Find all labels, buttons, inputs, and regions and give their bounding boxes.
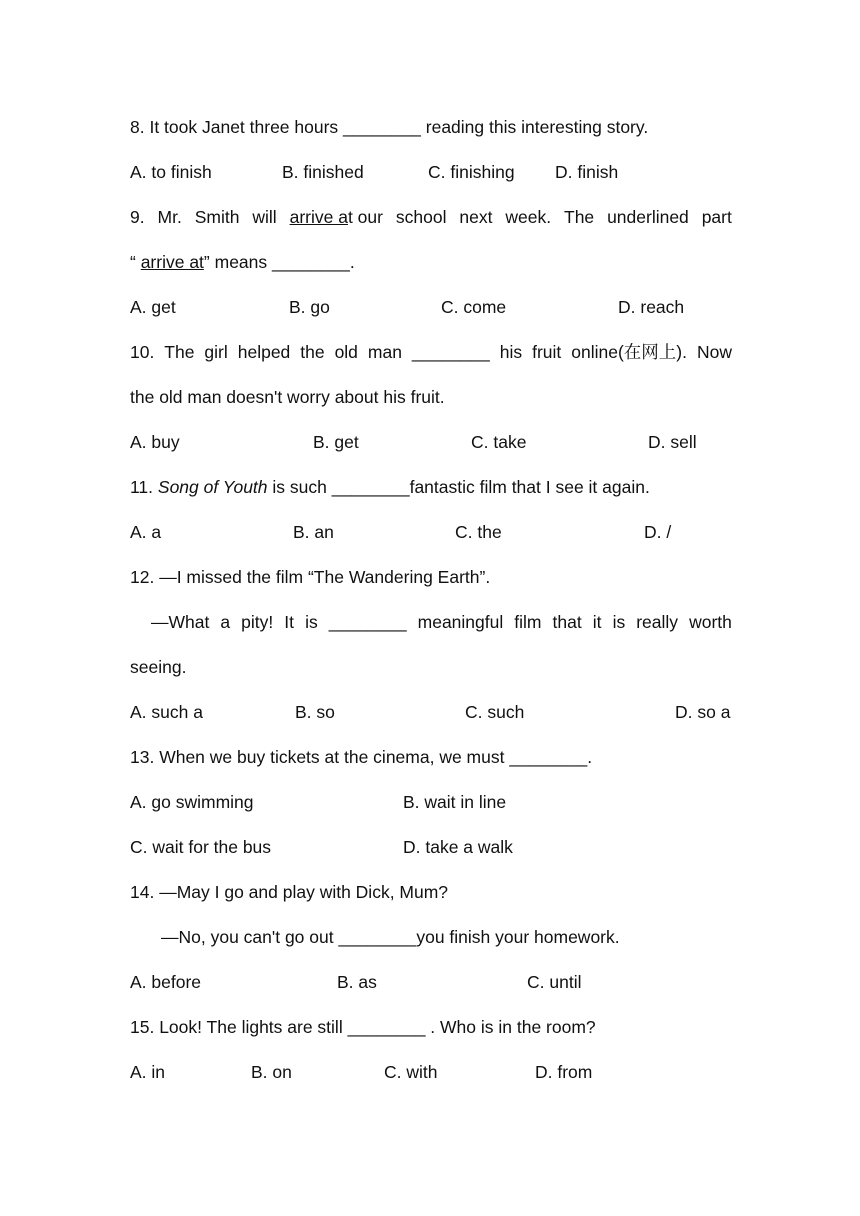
question-11-stem [130,475,732,499]
underlined-phrase: arrive at [140,252,204,272]
word: his [499,342,523,362]
question-8-option-a: A. to finish [130,162,212,182]
question-14-line-2: —No, you can't go out ________you finish your homework. [161,927,620,947]
question-8-option-b: B. finished [282,162,364,182]
question-15-stem: 15. Look! The lights are still ________ . Who is in the room? [130,1017,596,1037]
word: It [284,612,295,632]
stem-rest: ” means ________. [203,252,355,272]
question-12-line-1: 12. —I missed the film “The Wandering Earth”. [130,567,491,587]
film-title: Song of Youth [157,477,268,497]
question-13-option-b: B. wait in line [403,792,507,812]
question-11-option-c: C. the [455,522,502,542]
word: t our [347,207,383,227]
word: 10. [130,342,155,362]
question-11-option-a: A. a [130,522,162,542]
question-13-option-c: C. wait for the bus [130,837,272,857]
word: The [564,207,595,227]
word: worth [689,612,732,632]
word-with-gloss [571,340,687,365]
question-9-stem-line-2 [130,250,732,274]
question-13-option-a: A. go swimming [130,792,254,812]
question-15-option-d: D. from [535,1062,593,1082]
word: girl [204,342,228,362]
word: week. [505,207,552,227]
question-12-option-b: B. so [295,702,335,722]
question-15-option-a: A. in [130,1062,166,1082]
word: really [636,612,679,632]
question-11-option-b: B. an [293,522,334,542]
open-quote: “ [130,252,141,272]
word: film [514,612,542,632]
question-12-option-d: D. so a [675,702,731,722]
question-12-option-c: C. such [465,702,525,722]
word: meaningful [417,612,504,632]
question-13-stem: 13. When we buy tickets at the cinema, we must ________. [130,747,593,767]
question-9-option-c: C. come [441,297,507,317]
word: is [612,612,626,632]
question-14-option-b: B. as [337,972,377,992]
question-12-line-3: seeing. [130,657,187,677]
word: that [552,612,582,632]
stem-rest: is such ________fantastic film that I see it again. [267,477,650,497]
word: 9. [130,207,145,227]
question-15-option-c: C. with [384,1062,438,1082]
word: next [459,207,493,227]
question-14-option-a: A. before [130,972,202,992]
answer-blank: ________ [328,612,407,632]
question-9-stem-line-1 [130,205,732,229]
word: ). [676,342,687,362]
question-8-option-d: D. finish [555,162,619,182]
question-9-option-d: D. reach [618,297,685,317]
word: online( [571,342,624,362]
word: pity! [241,612,274,632]
word: part [701,207,732,227]
word: old [334,342,358,362]
answer-blank: ________ [411,342,490,362]
question-9-option-b: B. go [289,297,330,317]
word: the [300,342,325,362]
question-10-stem-line-2: the old man doesn't worry about his fruit. [130,387,445,407]
word: is [305,612,318,632]
word: Mr. [157,207,182,227]
question-10-option-c: C. take [471,432,527,452]
word: it [592,612,602,632]
word: school [395,207,447,227]
word: will [252,207,277,227]
question-15-option-b: B. on [251,1062,292,1082]
question-10-option-d: D. sell [648,432,697,452]
question-12-line-2 [151,610,732,634]
question-10-option-a: A. buy [130,432,180,452]
question-10-stem-line-1 [130,340,732,365]
underlined-phrase: arrive a [289,207,348,227]
word: a [220,612,231,632]
word: underlined [607,207,689,227]
question-13-option-d: D. take a walk [403,837,513,857]
word: Now [696,342,732,362]
chinese-gloss: 在网上 [623,343,677,363]
word: —What [151,612,210,632]
word: helped [237,342,291,362]
word: fruit [532,342,562,362]
question-14-option-c: C. until [527,972,582,992]
underlined-phrase-group [290,205,383,229]
question-11-option-d: D. / [644,522,672,542]
word: The [164,342,195,362]
question-9-option-a: A. get [130,297,176,317]
question-8-option-c: C. finishing [428,162,515,182]
question-8-stem: 8. It took Janet three hours ________ reading this interesting story. [130,117,649,137]
question-number: 11. [130,477,158,497]
question-12-option-a: A. such a [130,702,203,722]
word: Smith [194,207,240,227]
question-10-option-b: B. get [313,432,359,452]
word: man [367,342,402,362]
question-14-line-1: 14. —May I go and play with Dick, Mum? [130,882,449,902]
